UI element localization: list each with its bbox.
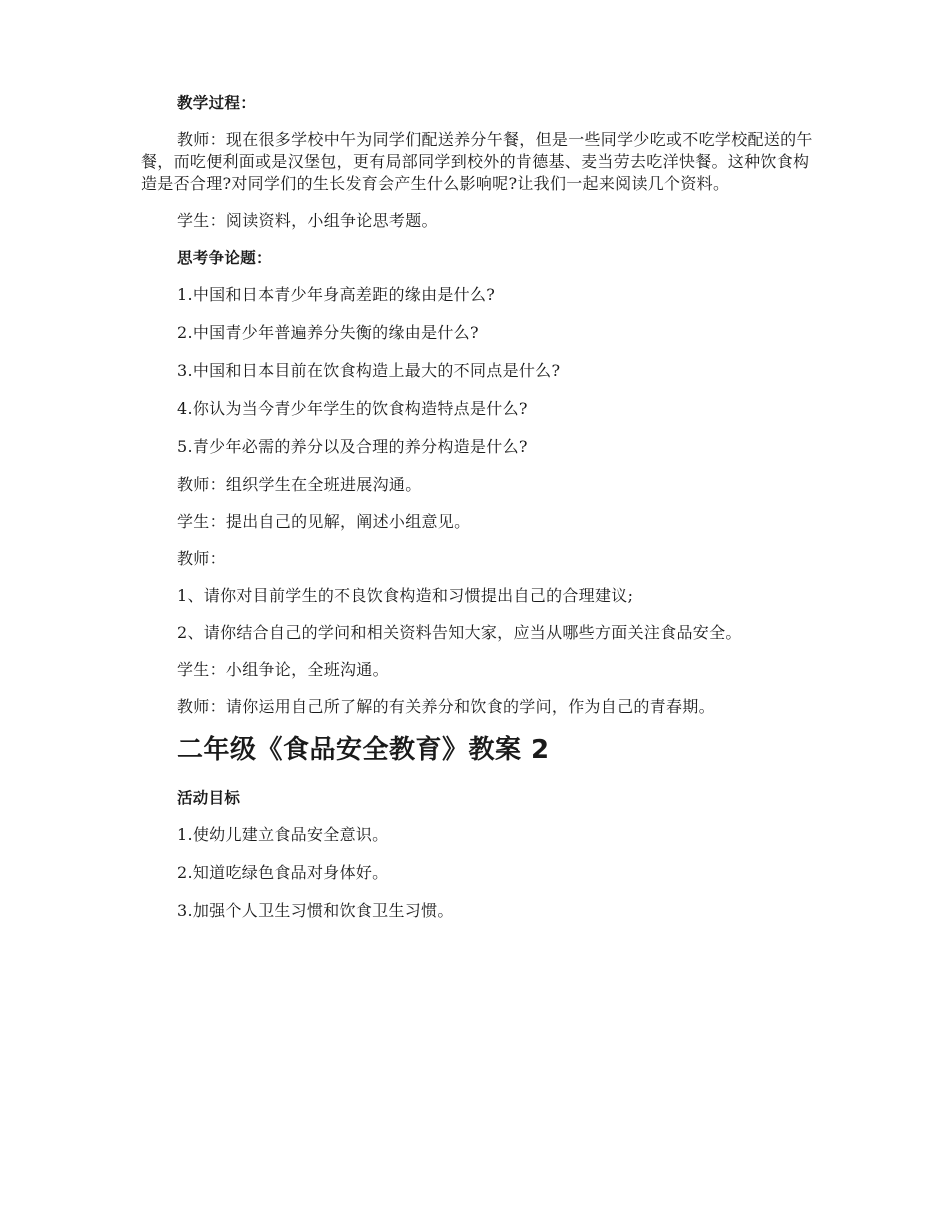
teacher-label-paragraph: 教师： (177, 549, 226, 568)
teaching-process-heading: 教学过程： (177, 94, 257, 112)
goal-item-2: 2.知道吃绿色食品对身体好。 (177, 863, 389, 882)
student-discuss-paragraph: 学生：小组争论，全班沟通。 (177, 660, 389, 679)
goal-item-1: 1.使幼儿建立食品安全意识。 (177, 825, 389, 844)
teacher-final-paragraph: 教师：请你运用自己所了解的有关养分和饮食的学问，作为自己的青春期。 (177, 697, 715, 716)
goal-item-3: 3.加强个人卫生习惯和饮食卫生习惯。 (177, 901, 454, 920)
activity-goals-heading: 活动目标 (177, 789, 241, 807)
question-item-5: 5.青少年必需的养分以及合理的养分构造是什么? (177, 437, 528, 456)
lesson-plan-title: 二年级《食品安全教育》教案 2 (177, 735, 550, 765)
question-item-4: 4.你认为当今青少年学生的饮食构造特点是什么? (177, 399, 528, 418)
question-item-3: 3.中国和日本目前在饮食构造上最大的不同点是什么? (177, 361, 561, 380)
question-item-2: 2.中国青少年普遍养分失衡的缘由是什么? (177, 323, 479, 342)
student-view-paragraph: 学生：提出自己的见解，阐述小组意见。 (177, 512, 471, 531)
discussion-questions-heading: 思考争论题： (177, 249, 272, 267)
student-read-paragraph: 学生：阅读资料，小组争论思考题。 (177, 211, 438, 230)
document-page (141, 92, 813, 938)
task-item-2: 2、请你结合自己的学问和相关资料告知大家，应当从哪些方面关注食品安全。 (177, 623, 742, 642)
teacher-intro-paragraph: 教师：现在很多学校中午为同学们配送养分午餐，但是一些同学少吃或不吃学校配送的午餐，而吃便利面或是汉堡包，更有局部同学到校外的肯德基、麦当劳去吃洋快餐。这种饮食构造是否合理?对同学们的生长发育会产生什么影响呢?让我们一起来阅读几个资料。 (141, 130, 813, 193)
question-item-1: 1.中国和日本青少年身高差距的缘由是什么? (177, 285, 496, 304)
teacher-organize-paragraph: 教师：组织学生在全班进展沟通。 (177, 475, 422, 494)
task-item-1: 1、请你对目前学生的不良饮食构造和习惯提出自己的合理建议; (177, 586, 634, 605)
